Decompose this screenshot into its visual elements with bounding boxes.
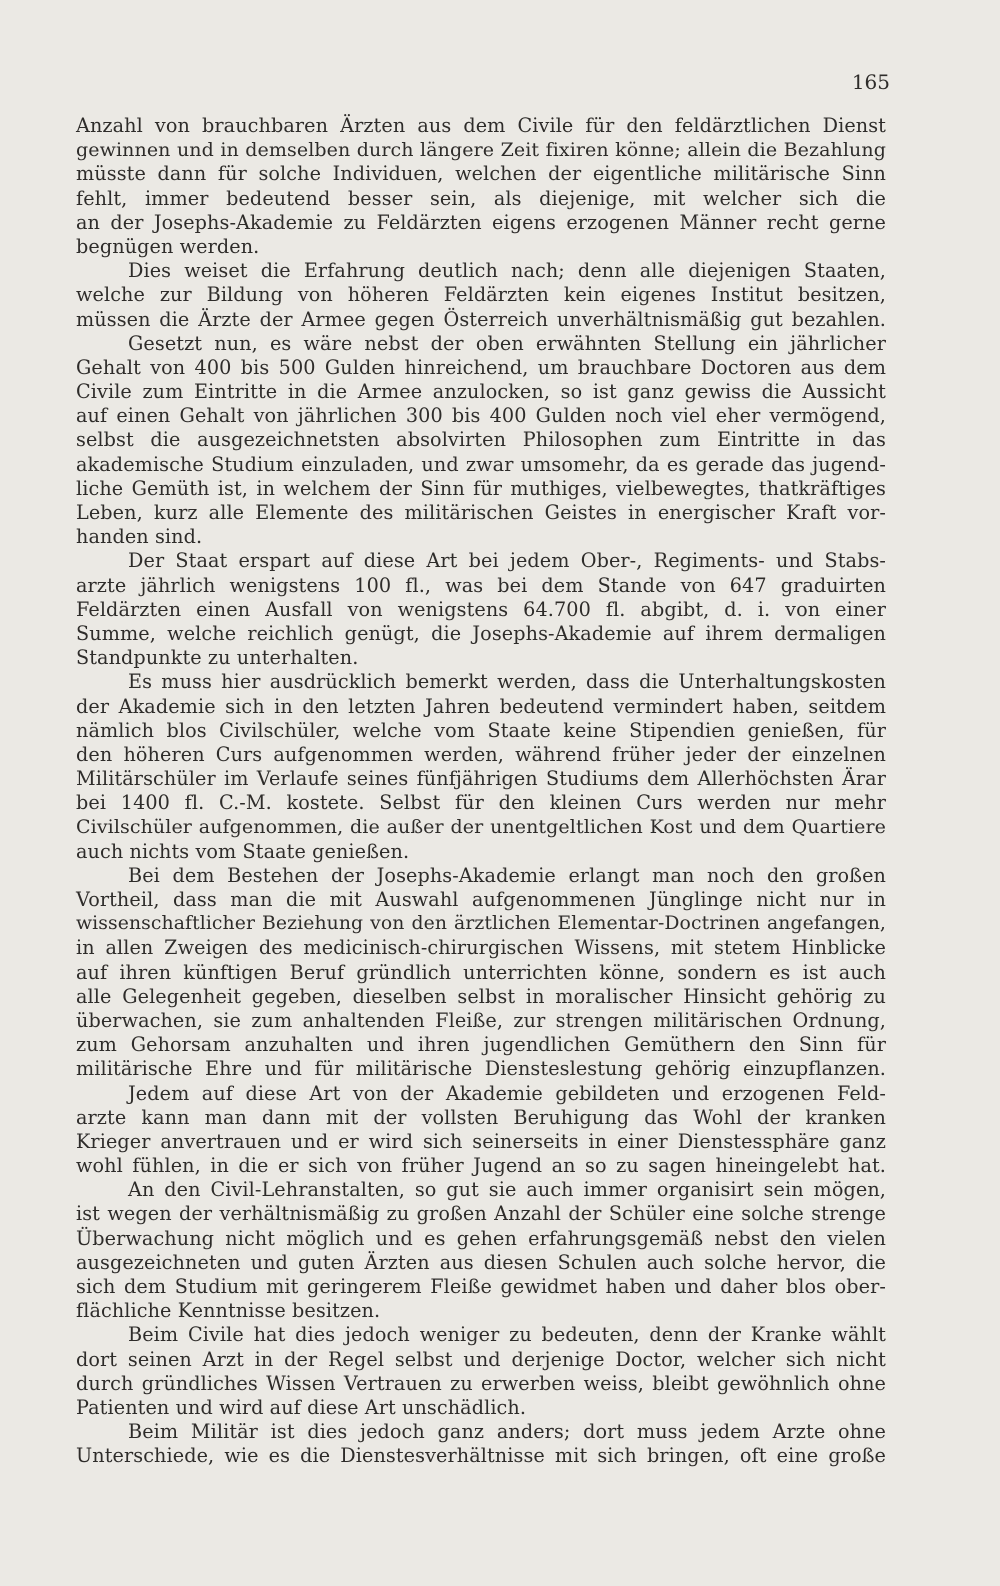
text-line: müsste dann für solche Individuen, welchen der eigentliche militärische Sinn — [76, 162, 886, 186]
text-line: alle Gelegenheit gegeben, dieselben selbst in moralischer Hinsicht gehörig zu — [76, 984, 886, 1008]
text-line: arzte jährlich wenigstens 100 fl., was bei dem Stande von 647 graduirten — [76, 573, 886, 597]
text-line: dort seinen Arzt in der Regel selbst und derjenige Doctor, welcher sich nicht — [76, 1347, 886, 1371]
text-line: zum Gehorsam anzuhalten und ihren jugendlichen Gemüthern den Sinn für — [76, 1033, 886, 1057]
text-line: Krieger anvertrauen und er wird sich seinerseits in einer Dienstessphäre ganz — [76, 1129, 886, 1153]
page-number: 165 — [851, 70, 890, 94]
text-line: Gesetzt nun, es wäre nebst der oben erwähnten Stellung ein jährlicher — [128, 331, 886, 355]
text-line: selbst die ausgezeichnetsten absolvirten Philosophen zum Eintritte in das — [76, 428, 886, 452]
text-line: liche Gemüth ist, in welchem der Sinn für muthiges, vielbewegtes, thatkräftiges — [76, 476, 886, 500]
text-line: Jedem auf diese Art von der Akademie gebildeten und erzogenen Feld- — [128, 1081, 886, 1105]
text-line: Patienten und wird auf diese Art unschädlich. — [76, 1395, 527, 1419]
body-text — [76, 114, 886, 1469]
text-line: Militärschüler im Verlaufe seines fünfjährigen Studiums dem Allerhöchsten Ärar — [76, 767, 886, 791]
text-line: Unterschiede, wie es die Dienstesverhältnisse mit sich bringen, oft eine große — [76, 1444, 886, 1468]
text-line: Überwachung nicht möglich und es gehen erfahrungsgemäß nebst den vielen — [76, 1226, 886, 1250]
text-line: müssen die Ärzte der Armee gegen Österreich unverhältnismäßig gut bezahlen. — [76, 307, 886, 331]
text-line: begnügen werden. — [76, 234, 260, 258]
text-line: arzte kann man dann mit der vollsten Beruhigung das Wohl der kranken — [76, 1105, 886, 1129]
text-line: Der Staat erspart auf diese Art bei jedem Ober-, Regiments- und Stabs- — [128, 549, 886, 573]
text-line: sich dem Studium mit geringerem Fleiße gewidmet haben und daher blos ober- — [76, 1275, 886, 1298]
text-line: Beim Civile hat dies jedoch weniger zu bedeuten, denn der Kranke wählt — [128, 1323, 886, 1347]
text-line: wohl fühlen, in die er sich von früher Jugend an so zu sagen hineingelebt hat. — [76, 1154, 886, 1178]
text-line: fehlt, immer bedeutend besser sein, als diejenige, mit welcher sich die — [76, 186, 886, 210]
text-line: Vortheil, dass man die mit Auswahl aufgenommenen Jünglinge nicht nur in — [76, 888, 886, 911]
text-line: an der Josephs-Akademie zu Feldärzten eigens erzogenen Männer recht gerne — [76, 210, 886, 234]
text-line: auf ihren künftigen Beruf gründlich unterrichten könne, sondern es ist auch — [76, 960, 886, 984]
text-line: handen sind. — [76, 525, 203, 549]
text-line: wissenschaftlicher Beziehung von den ärztlichen Elementar-Doctrinen angefangen, — [76, 913, 886, 935]
text-line: bei 1400 fl. C.-M. kostete. Selbst für den kleinen Curs werden nur mehr — [76, 791, 886, 815]
text-line: Es muss hier ausdrücklich bemerkt werden, dass die Unterhaltungskosten — [128, 670, 886, 694]
text-line: auf einen Gehalt von jährlichen 300 bis 400 Gulden noch viel eher vermögend, — [76, 404, 886, 428]
text-line: überwachen, sie zum anhaltenden Fleiße, zur strengen militärischen Ordnung, — [76, 1008, 886, 1032]
text-line: durch gründliches Wissen Vertrauen zu erwerben weiss, bleibt gewöhnlich ohne — [76, 1371, 886, 1395]
text-line: ist wegen der verhältnismäßig zu großen Anzahl der Schüler eine solche strenge — [76, 1202, 886, 1226]
text-line: ausgezeichneten und guten Ärzten aus diesen Schulen auch solche hervor, die — [76, 1250, 886, 1274]
text-line: Anzahl von brauchbaren Ärzten aus dem Civile für den feldärztlichen Dienst — [76, 114, 886, 137]
text-line: Summe, welche reichlich genügt, die Josephs-Akademie auf ihrem dermaligen — [76, 621, 886, 645]
text-line: Leben, kurz alle Elemente des militärischen Geistes in energischer Kraft vor- — [76, 501, 886, 524]
text-line: Dies weiset die Erfahrung deutlich nach; denn alle diejenigen Staaten, — [128, 259, 886, 283]
text-line: welche zur Bildung von höheren Feldärzten kein eigenes Institut besitzen, — [76, 283, 886, 307]
text-line: der Akademie sich in den letzten Jahren bedeutend vermindert haben, seitdem — [76, 694, 886, 718]
text-line: auch nichts vom Staate genießen. — [76, 839, 410, 863]
text-line: in allen Zweigen des medicinisch-chirurgischen Wissens, mit stetem Hinblicke — [76, 936, 886, 960]
text-line: akademische Studium einzuladen, und zwar umsomehr, da es gerade das jugend- — [76, 452, 886, 476]
text-line: den höheren Curs aufgenommen werden, während früher jeder der einzelnen — [76, 742, 886, 766]
text-line: flächliche Kenntnisse besitzen. — [76, 1299, 381, 1323]
text-line: Feldärzten einen Ausfall von wenigstens 64.700 fl. abgibt, d. i. von einer — [76, 597, 886, 621]
text-line: Civile zum Eintritte in die Armee anzulocken, so ist ganz gewiss die Aussicht — [76, 380, 886, 404]
text-line: Beim Militär ist dies jedoch ganz anders; dort muss jedem Arzte ohne — [128, 1420, 886, 1444]
text-line: Bei dem Bestehen der Josephs-Akademie erlangt man noch den großen — [128, 863, 886, 887]
text-line: Civilschüler aufgenommen, die außer der unentgeltlichen Kost und dem Quartiere — [76, 816, 886, 839]
text-line: nämlich blos Civilschüler, welche vom Staate keine Stipendien genießen, für — [76, 718, 886, 742]
text-line: Gehalt von 400 bis 500 Gulden hinreichend, um brauchbare Doctoren aus dem — [76, 355, 886, 379]
text-line: militärische Ehre und für militärische Diensteslestung gehörig einzupflanzen. — [76, 1057, 886, 1081]
text-line: Standpunkte zu unterhalten. — [76, 646, 359, 670]
text-line: gewinnen und in demselben durch längere Zeit fixiren könne; allein die Bezahlung — [76, 139, 886, 162]
text-line: An den Civil-Lehranstalten, so gut sie auch immer organisirt sein mögen, — [128, 1178, 886, 1202]
